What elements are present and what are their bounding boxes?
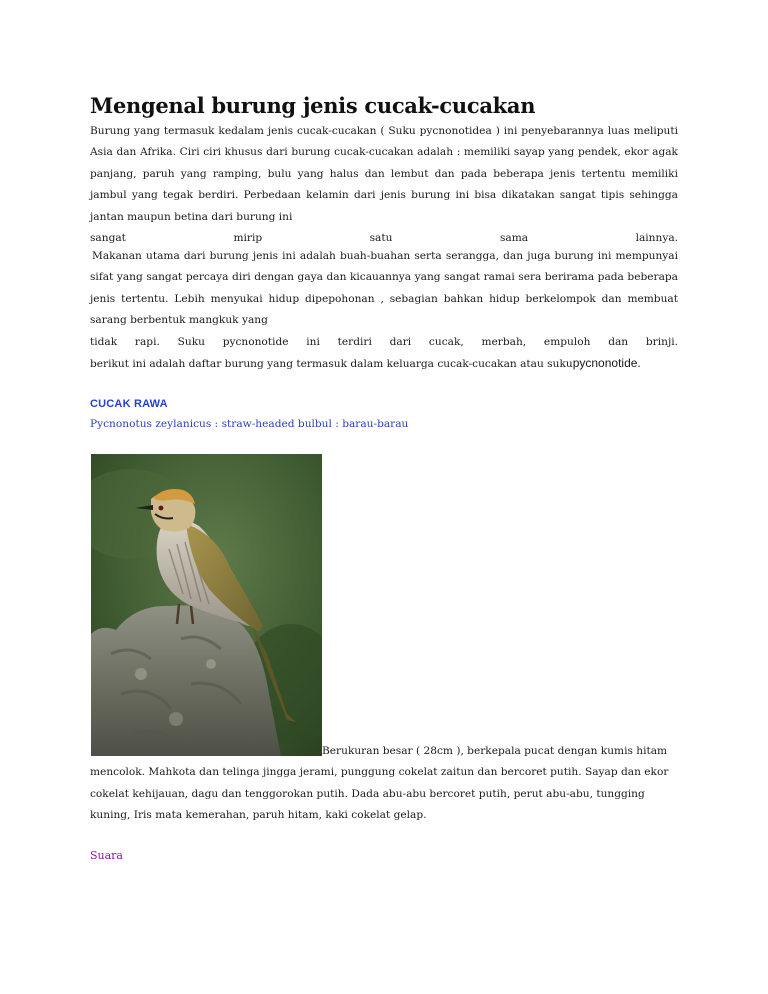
description-first-line: Berukuran besar ( 28cm ), berkepala pucat dengan kumis hitam — [322, 745, 668, 757]
species-description — [90, 741, 678, 827]
intro-line: Afrika. Ciri ciri khusus dari burung cucak-cucakan adalah : memiliki sayap yang pendek, ekor agak panjang, paruh — [90, 146, 678, 180]
species-heading: CUCAK RAWA — [90, 398, 168, 410]
family-name: pycnonotide. — [572, 356, 641, 371]
bird-photo — [91, 454, 322, 756]
page-title: Mengenal burung jenis cucak-cucakan — [90, 93, 536, 118]
food-line: sangat percaya diri dengan gaya dan kicauannya yang sangat ramai sera berirama pada beberapa jenis tertentu. Lebih — [90, 271, 679, 305]
food-line-justified: tidak rapi. Suku pycnonotide ini terdiri dari cucak, merbah, empuloh dan brinji. — [90, 335, 678, 348]
description-rest: mencolok. Mahkota dan telinga jingga jerami, punggung cokelat zaitun dan bercoret putih. Sayap dan ekor cokelat kehijauan, dagu dan tenggorokan putih. Dada abu-abu bercoret putih, perut abu-abu, tungging kuning, Iris mata kemerahan, paruh hitam, kaki cokelat gelap. — [90, 766, 669, 822]
sound-link[interactable]: Suara — [90, 849, 123, 862]
food-line: menyukai hidup dipepohonan , sebagian bahkan hidup berkelompok dan membuat sarang berbentuk mangkuk yang — [90, 292, 678, 327]
intro-paragraph — [90, 121, 678, 249]
food-line: Makanan utama dari burung jenis ini adalah buah-buahan serta serangga, dan juga burung ini mempunyai sifat yang — [90, 250, 678, 284]
species-names: Pycnonotus zeylanicus : straw-headed bulbul : barau-barau — [90, 418, 409, 430]
intro-line: Burung yang termasuk kedalam jenis cucak-cucakan ( Suku pycnonotidea ) ini penyebarannya luas meliputi Asia dan — [90, 125, 678, 159]
intro-line-last: sangat mirip satu sama lainnya. — [90, 232, 678, 245]
list-intro-text: berikut ini adalah daftar burung yang termasuk dalam keluarga cucak-cucakan atau suku — [90, 358, 573, 371]
food-paragraph — [90, 246, 678, 375]
food-line-list-intro — [90, 353, 678, 375]
intro-line: Perbedaan kelamin dari jenis burung ini bisa dikatakan sangat tipis sehingga jantan maupun betina dari burung ini — [90, 189, 678, 223]
intro-line: yang ramping, bulu yang halus dan lembut dan pada beberapa jenis tertentu memiliki jambul yang tegak berdiri. — [90, 167, 678, 202]
